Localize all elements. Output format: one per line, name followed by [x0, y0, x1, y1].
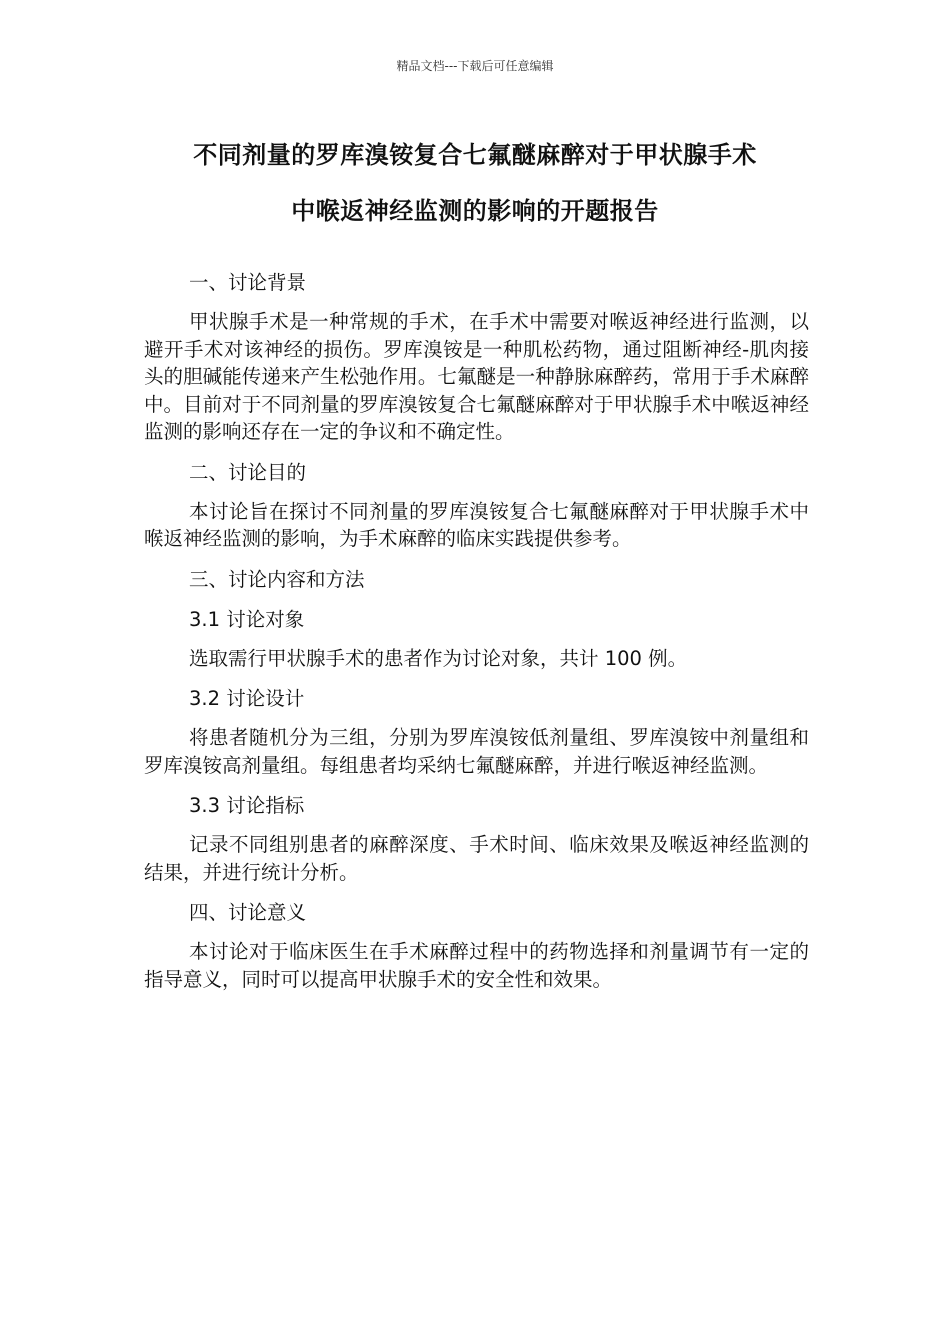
subsection-heading-indicators: 3.3 讨论指标 — [189, 794, 305, 817]
page-header: 精品文档---下载后可任意编辑 — [396, 59, 554, 73]
document-title-line-2: 中喉返神经监测的影响的开题报告 — [291, 197, 659, 225]
section-heading-background: 一、讨论背景 — [189, 271, 307, 294]
paragraph-purpose: 本讨论旨在探讨不同剂量的罗库溴铵复合七氟醚麻醉对于甲状腺手术中喉返神经监测的影响，为手术麻醉的临床实践提供参考。 — [144, 499, 809, 550]
subsection-heading-design: 3.2 讨论设计 — [189, 687, 305, 710]
subsection-heading-subjects: 3.1 讨论对象 — [189, 607, 305, 631]
section-heading-significance: 四、讨论意义 — [189, 901, 307, 924]
section-heading-content-methods: 三、讨论内容和方法 — [189, 567, 365, 591]
paragraph-indicators: 记录不同组别患者的麻醉深度、手术时间、临床效果及喉返神经监测的结果，并进行统计分析。 — [144, 833, 809, 884]
document-title-line-1: 不同剂量的罗库溴铵复合七氟醚麻醉对于甲状腺手术 — [193, 141, 757, 169]
section-heading-purpose: 二、讨论目的 — [189, 460, 307, 484]
document-body — [144, 268, 809, 1005]
paragraph-background: 甲状腺手术是一种常规的手术，在手术中需要对喉返神经进行监测，以避开手术对该神经的损伤。罗库溴铵是一种肌松药物，通过阻断神经-肌肉接头的胆碱能传递来产生松弛作用。七氟醚是一种静脉麻醉药，常用于手术麻醉中。目前对于不同剂量的罗库溴铵复合七氟醚麻醉对于甲状腺手术中喉返神经监测的影响还存在一定的争议和不确定性。 — [144, 310, 809, 443]
paragraph-design: 将患者随机分为三组，分别为罗库溴铵低剂量组、罗库溴铵中剂量组和罗库溴铵高剂量组。每组患者均采纳七氟醚麻醉，并进行喉返神经监测。 — [144, 726, 809, 777]
paragraph-significance: 本讨论对于临床医生在手术麻醉过程中的药物选择和剂量调节有一定的指导意义，同时可以提高甲状腺手术的安全性和效果。 — [144, 940, 809, 991]
paragraph-subjects: 选取需行甲状腺手术的患者作为讨论对象，共计 100 例。 — [189, 646, 688, 670]
